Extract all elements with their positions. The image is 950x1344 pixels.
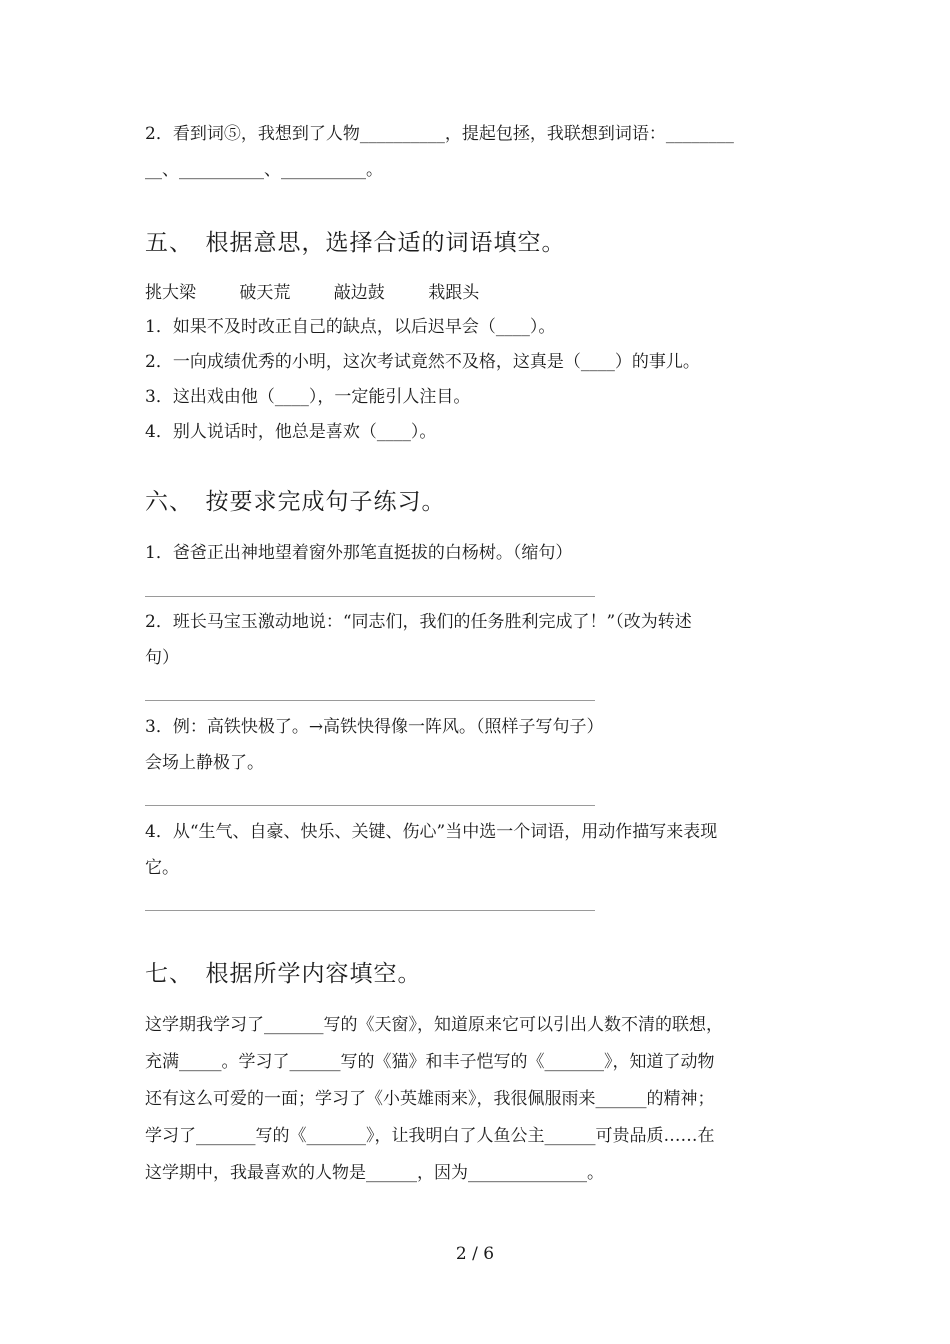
answer-line xyxy=(145,910,595,911)
s7-paragraph-line: 这学期中，我最喜欢的人物是______，因为______________。 xyxy=(145,1163,604,1183)
section-5-title: 五、 根据意思，选择合适的词语填空。 xyxy=(145,230,566,256)
s4-q2-line2: __、__________、__________。 xyxy=(145,160,383,180)
s5-option: 敲边鼓 xyxy=(333,283,385,303)
s5-option: 破天荒 xyxy=(239,283,291,303)
s6-q4-line1: 4．从“生气、自豪、快乐、关键、伤心”当中选一个词语，用动作描写来表现 xyxy=(145,822,718,842)
s7-paragraph-line: 这学期我学习了_______写的《天窗》，知道原来它可以引出人数不清的联想， xyxy=(145,1015,723,1035)
answer-line xyxy=(145,805,595,806)
s6-q2-line2: 句） xyxy=(145,648,179,668)
answer-line xyxy=(145,596,595,597)
s6-q4-line2: 它。 xyxy=(145,858,179,878)
s5-option: 栽跟头 xyxy=(428,283,480,303)
s7-paragraph-line: 充满_____。学习了______写的《猫》和丰子恺写的《_______》，知道了动物 xyxy=(145,1052,715,1072)
s5-word-options xyxy=(145,281,517,305)
s6-q2-line1: 2．班长马宝玉激动地说：“同志们，我们的任务胜利完成了！”（改为转述 xyxy=(145,612,692,632)
answer-line xyxy=(145,700,595,701)
s5-q1: 1．如果不及时改正自己的缺点，以后迟早会（____）。 xyxy=(145,317,556,337)
s6-q3-line1: 3．例：高铁快极了。→高铁快得像一阵风。（照样子写句子） xyxy=(145,717,604,737)
s5-option: 挑大梁 xyxy=(145,283,196,303)
s7-paragraph-line: 学习了_______写的《_______》，让我明白了人鱼公主______可贵品质……在 xyxy=(145,1126,715,1146)
page-number: 2 / 6 xyxy=(455,1244,495,1264)
s7-paragraph-line: 还有这么可爱的一面；学习了《小英雄雨来》，我很佩服雨来______的精神； xyxy=(145,1089,715,1109)
s5-q4: 4．别人说话时，他总是喜欢（____）。 xyxy=(145,422,437,442)
s5-q3: 3．这出戏由他（____），一定能引人注目。 xyxy=(145,387,471,407)
section-6-title: 六、 按要求完成句子练习。 xyxy=(145,489,446,515)
s4-q2-line1: 2．看到词⑤，我想到了人物__________，提起包拯，我联想到词语：________ xyxy=(145,124,734,144)
s5-q2: 2．一向成绩优秀的小明，这次考试竟然不及格，这真是（____）的事儿。 xyxy=(145,352,700,372)
s6-q1: 1．爸爸正出神地望着窗外那笔直挺拔的白杨树。（缩句） xyxy=(145,543,573,563)
s6-q3-line2: 会场上静极了。 xyxy=(145,753,264,773)
section-7-title: 七、 根据所学内容填空。 xyxy=(145,961,422,987)
